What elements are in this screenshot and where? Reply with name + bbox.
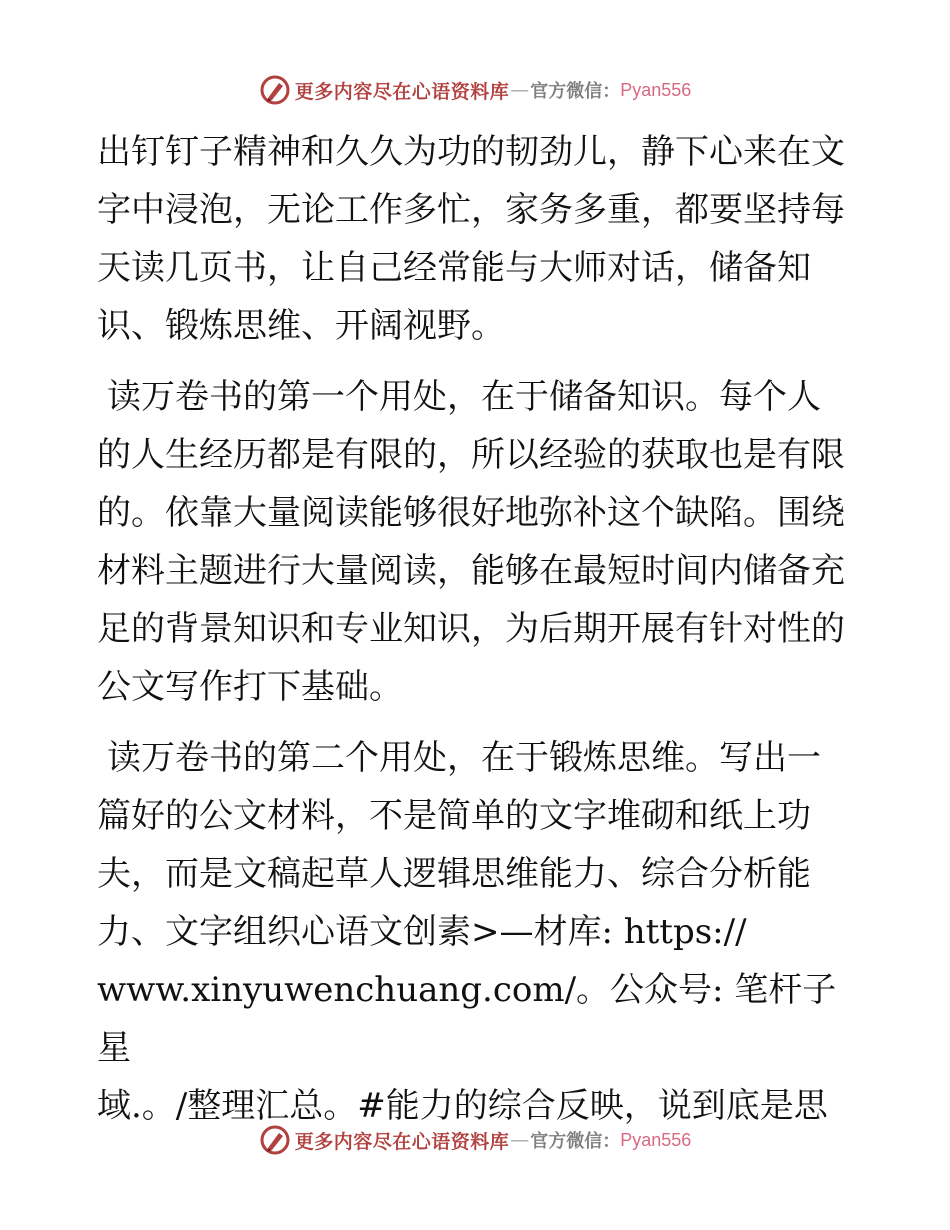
text-line: 材料主题进行大量阅读，能够在最短时间内储备充 — [97, 551, 845, 591]
text-line: 篇好的公文材料，不是简单的文字堆砌和纸上功 — [97, 796, 811, 836]
paragraph-3 — [97, 729, 857, 1135]
text-line: 足的背景知识和专业知识，为后期开展有针对性的 — [97, 609, 845, 649]
text-line: 域.。/整理汇总。#能力的综合反映，说到底是思 — [97, 1086, 828, 1126]
watermark-wechat-label: 官方微信： — [530, 81, 621, 102]
paragraph-1 — [97, 123, 857, 355]
text-line: 公文写作打下基础。 — [97, 667, 403, 707]
text-line: 出钉钉子精神和久久为功的韧劲儿，静下心来在文 — [97, 132, 845, 172]
text-line: 的人生经历都是有限的，所以经验的获取也是有限 — [97, 435, 845, 475]
text-line: 天读几页书，让自己经常能与大师对话，储备知 — [97, 248, 811, 288]
text-line: 字中浸泡，无论工作多忙，家务多重，都要坚持每 — [97, 190, 845, 230]
watermark-main-text: 更多内容尽在心语资料库 — [294, 80, 510, 103]
pen-logo-icon — [259, 1124, 291, 1156]
text-line: 读万卷书的第二个用处，在于锻炼思维。写出一 — [107, 738, 821, 778]
text-line: 夫，而是文稿起草人逻辑思维能力、综合分析能 — [97, 854, 811, 894]
text-line: 的。依靠大量阅读能够很好地弥补这个缺陷。围绕 — [97, 493, 845, 533]
text-line: 力、文字组织心语文创素>—材库: https:// — [97, 912, 747, 952]
watermark-dash: — — [510, 1129, 530, 1151]
header-watermark — [0, 70, 950, 110]
text-line: 识、锻炼思维、开阔视野。 — [97, 306, 505, 346]
footer-watermark — [0, 1120, 950, 1160]
document-body — [97, 123, 857, 1148]
watermark-wechat-id: Pyan556 — [620, 79, 692, 100]
paragraph-2 — [97, 368, 857, 716]
pen-logo-icon — [259, 74, 291, 106]
watermark-wechat-id: Pyan556 — [620, 1129, 692, 1150]
text-line: www.xinyuwenchuang.com/。公众号: 笔杆子星 — [97, 970, 837, 1068]
watermark-wechat-label: 官方微信： — [530, 1131, 621, 1152]
watermark-dash: — — [510, 79, 530, 101]
watermark-main-text: 更多内容尽在心语资料库 — [294, 1130, 510, 1153]
text-line: 读万卷书的第一个用处，在于储备知识。每个人 — [107, 377, 821, 417]
